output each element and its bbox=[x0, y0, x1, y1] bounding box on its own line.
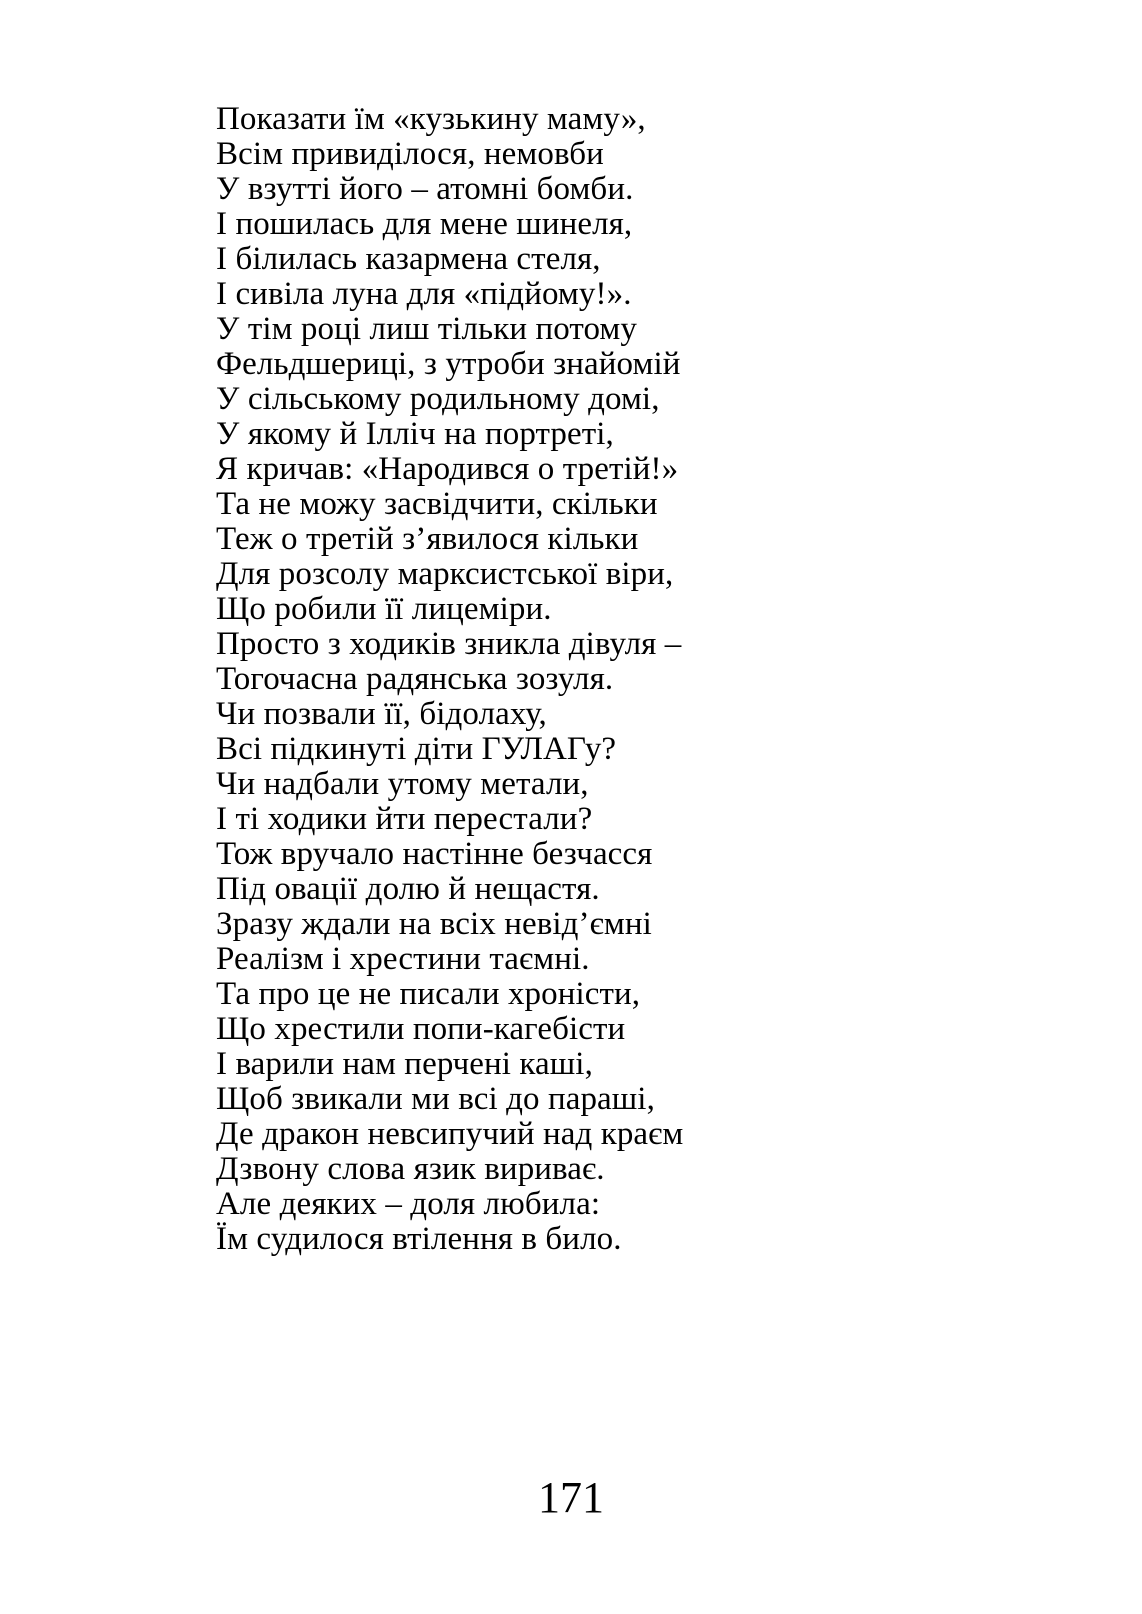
poem-line: Щоб звикали ми всі до параші, bbox=[216, 1081, 655, 1117]
poem-line: Дзвону слова язик вириває. bbox=[216, 1151, 605, 1187]
poem-line: Та про це не писали хроністи, bbox=[216, 976, 641, 1012]
poem-line: Для розсолу марксистської віри, bbox=[216, 556, 674, 592]
poem-line: І варили нам перчені каші, bbox=[216, 1046, 593, 1082]
page-number: 171 bbox=[538, 1473, 604, 1522]
poem-text-block bbox=[216, 102, 683, 1257]
poem-line: І пошилась для мене шинеля, bbox=[216, 206, 633, 242]
poem-line: І ті ходики йти перестали? bbox=[216, 801, 593, 837]
poem-line: Їм судилося втілення в било. bbox=[216, 1221, 622, 1257]
poem-line: Я кричав: «Народився о третій!» bbox=[216, 451, 679, 487]
poem-line: Що робили її лицеміри. bbox=[216, 591, 552, 627]
poem-line: У взутті його – атомні бомби. bbox=[216, 171, 634, 207]
poem-line: Що хрестили попи-кагебісти bbox=[216, 1011, 626, 1047]
poem-line: Просто з ходиків зникла дівуля – bbox=[216, 626, 682, 662]
poem-line: І білилась казармена стеля, bbox=[216, 241, 601, 277]
poem-line: Теж о третій з’явилося кільки bbox=[216, 521, 639, 557]
poem-line: Але деяких – доля любила: bbox=[216, 1186, 601, 1222]
poem-line: Тогочасна радянська зозуля. bbox=[216, 661, 614, 697]
poem-line: У сільському родильному домі, bbox=[216, 381, 660, 417]
poem-line: Під овації долю й нещастя. bbox=[216, 871, 600, 907]
poem-line: Та не можу засвідчити, скільки bbox=[216, 486, 658, 522]
poem-line: Фельдшериці, з утроби знайомій bbox=[216, 346, 681, 382]
poem-line: У тім році лиш тільки потому bbox=[216, 311, 638, 347]
poem-line: Показати їм «кузькину маму», bbox=[216, 101, 646, 137]
poem-line: Чи надбали утому метали, bbox=[216, 766, 589, 802]
poem-line: І сивіла луна для «підйому!». bbox=[216, 276, 632, 312]
poem-line: У якому й Ілліч на портреті, bbox=[216, 416, 614, 452]
poem-line: Тож вручало настінне безчасся bbox=[216, 836, 653, 872]
poem-line: Всі підкинуті діти ГУЛАГу? bbox=[216, 731, 617, 767]
poem-line: Реалізм і хрестини таємні. bbox=[216, 941, 590, 977]
poem-line: Чи позвали її, бідолаху, bbox=[216, 696, 547, 732]
poem-line: Всім привиділося, немовби bbox=[216, 136, 604, 172]
poem-line: Зразу ждали на всіх невід’ємні bbox=[216, 906, 652, 942]
poem-line: Де дракон невсипучий над краєм bbox=[216, 1116, 684, 1152]
